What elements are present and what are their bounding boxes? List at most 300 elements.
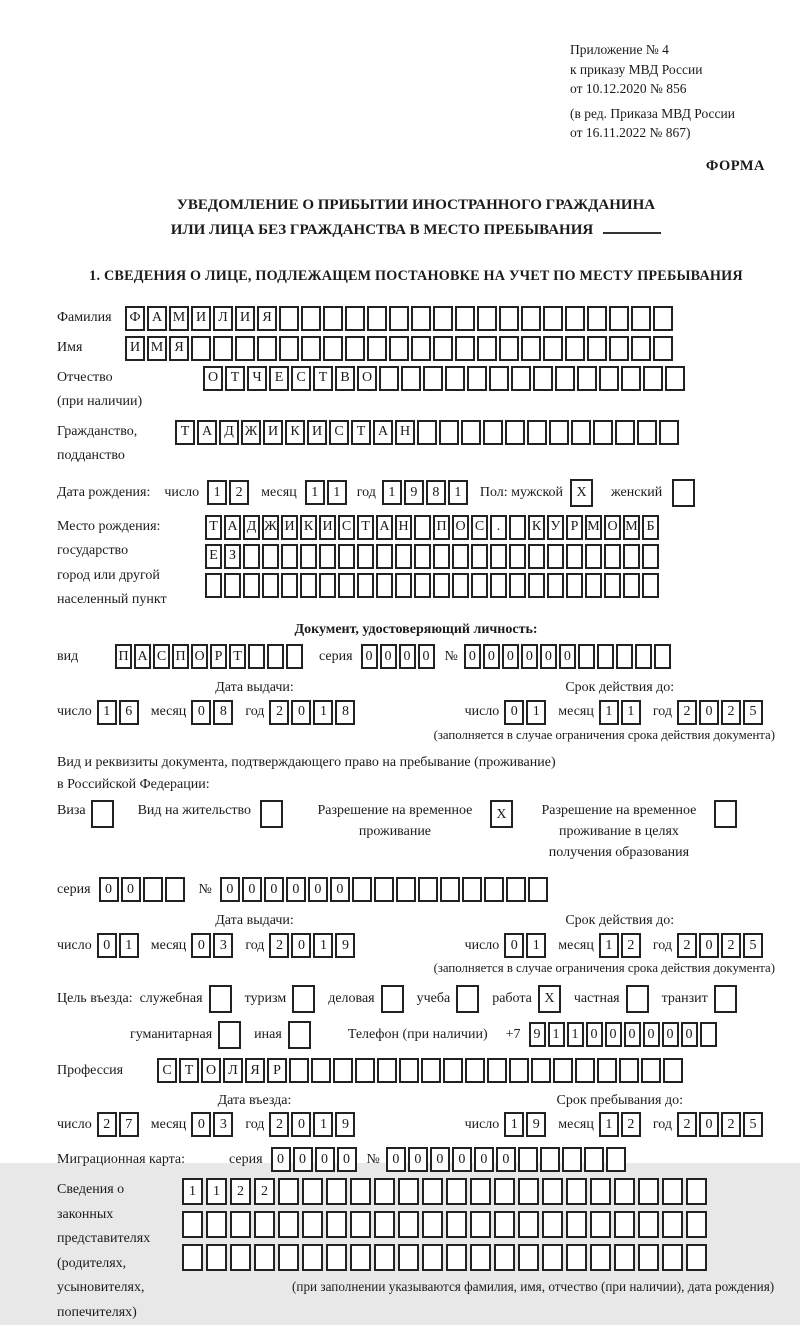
char-box[interactable] (604, 573, 621, 598)
char-box[interactable] (662, 1211, 683, 1238)
char-box[interactable]: Б (642, 515, 659, 540)
char-box[interactable]: 1 (313, 700, 333, 725)
char-box[interactable]: Я (245, 1058, 265, 1083)
char-box[interactable] (367, 306, 387, 331)
char-box[interactable]: Т (205, 515, 222, 540)
char-box[interactable] (357, 544, 374, 569)
char-box[interactable]: С (153, 644, 170, 669)
char-box[interactable] (654, 644, 671, 669)
char-box[interactable] (389, 336, 409, 361)
char-box[interactable] (638, 1178, 659, 1205)
char-box[interactable] (626, 985, 649, 1013)
char-box[interactable] (499, 336, 519, 361)
char-box[interactable]: 0 (624, 1022, 641, 1047)
char-box[interactable] (518, 1211, 539, 1238)
char-box[interactable]: 0 (291, 933, 311, 958)
char-box[interactable]: 0 (586, 1022, 603, 1047)
char-box[interactable] (505, 420, 525, 445)
char-box[interactable] (489, 366, 509, 391)
char-box[interactable] (641, 1058, 661, 1083)
char-box[interactable]: 0 (191, 1112, 211, 1137)
char-box[interactable] (509, 515, 526, 540)
char-box[interactable] (631, 306, 651, 331)
char-box[interactable]: 0 (330, 877, 350, 902)
char-box[interactable] (714, 985, 737, 1013)
char-box[interactable] (659, 420, 679, 445)
char-box[interactable] (262, 544, 279, 569)
char-box[interactable] (566, 573, 583, 598)
char-box[interactable] (571, 420, 591, 445)
char-box[interactable]: 0 (291, 1112, 311, 1137)
char-box[interactable]: Л (213, 306, 233, 331)
char-box[interactable]: 3 (213, 933, 233, 958)
char-box[interactable] (254, 1244, 275, 1271)
char-box[interactable] (477, 306, 497, 331)
char-box[interactable] (379, 366, 399, 391)
char-box[interactable]: М (585, 515, 602, 540)
char-box[interactable] (401, 366, 421, 391)
char-box[interactable]: 0 (699, 1112, 719, 1137)
char-box[interactable] (374, 1178, 395, 1205)
char-box[interactable]: 0 (408, 1147, 428, 1172)
char-box[interactable] (417, 420, 437, 445)
char-box[interactable]: 2 (97, 1112, 117, 1137)
char-box[interactable] (584, 1147, 604, 1172)
char-box[interactable]: 1 (313, 933, 333, 958)
char-box[interactable]: Т (229, 644, 246, 669)
char-box[interactable]: М (623, 515, 640, 540)
char-box[interactable]: 0 (464, 644, 481, 669)
char-box[interactable]: 1 (182, 1178, 203, 1205)
char-box[interactable] (609, 306, 629, 331)
char-box[interactable]: 5 (743, 1112, 763, 1137)
char-box[interactable]: 2 (229, 480, 249, 505)
char-box[interactable] (533, 366, 553, 391)
char-box[interactable] (518, 1244, 539, 1271)
char-box[interactable] (494, 1178, 515, 1205)
char-box[interactable] (518, 1147, 538, 1172)
char-box[interactable]: 0 (293, 1147, 313, 1172)
char-box[interactable] (638, 1244, 659, 1271)
char-box[interactable] (338, 573, 355, 598)
char-box[interactable]: 0 (605, 1022, 622, 1047)
char-box[interactable]: И (125, 336, 145, 361)
char-box[interactable]: 2 (621, 933, 641, 958)
char-box[interactable]: М (147, 336, 167, 361)
char-box[interactable] (470, 1178, 491, 1205)
char-box[interactable]: 0 (308, 877, 328, 902)
char-box[interactable] (604, 544, 621, 569)
char-box[interactable]: Т (351, 420, 371, 445)
char-box[interactable] (542, 1211, 563, 1238)
char-box[interactable] (593, 420, 613, 445)
char-box[interactable]: Е (269, 366, 289, 391)
char-box[interactable]: 0 (540, 644, 557, 669)
char-box[interactable]: У (547, 515, 564, 540)
char-box[interactable] (433, 336, 453, 361)
char-box[interactable]: 0 (643, 1022, 660, 1047)
char-box[interactable] (205, 573, 222, 598)
char-box[interactable]: X (490, 800, 513, 828)
char-box[interactable]: Р (267, 1058, 287, 1083)
char-box[interactable]: 2 (269, 933, 289, 958)
char-box[interactable] (484, 877, 504, 902)
char-box[interactable]: 8 (426, 480, 446, 505)
char-box[interactable] (182, 1211, 203, 1238)
char-box[interactable] (165, 877, 185, 902)
char-box[interactable] (549, 420, 569, 445)
char-box[interactable]: О (357, 366, 377, 391)
char-box[interactable]: 1 (207, 480, 227, 505)
char-box[interactable]: 1 (526, 700, 546, 725)
char-box[interactable]: 2 (269, 1112, 289, 1137)
char-box[interactable] (206, 1244, 227, 1271)
char-box[interactable] (254, 1211, 275, 1238)
char-box[interactable] (230, 1211, 251, 1238)
char-box[interactable] (490, 544, 507, 569)
char-box[interactable] (300, 544, 317, 569)
char-box[interactable] (471, 544, 488, 569)
char-box[interactable] (623, 544, 640, 569)
char-box[interactable]: 1 (621, 700, 641, 725)
char-box[interactable]: Д (219, 420, 239, 445)
char-box[interactable]: 9 (335, 933, 355, 958)
char-box[interactable] (439, 420, 459, 445)
char-box[interactable]: 0 (337, 1147, 357, 1172)
char-box[interactable]: 8 (213, 700, 233, 725)
char-box[interactable] (422, 1178, 443, 1205)
char-box[interactable] (345, 336, 365, 361)
char-box[interactable] (267, 644, 284, 669)
char-box[interactable]: 5 (743, 700, 763, 725)
char-box[interactable] (540, 1147, 560, 1172)
char-box[interactable]: 0 (699, 933, 719, 958)
char-box[interactable] (599, 366, 619, 391)
char-box[interactable] (528, 544, 545, 569)
char-box[interactable]: И (191, 306, 211, 331)
char-box[interactable] (686, 1211, 707, 1238)
char-box[interactable] (389, 306, 409, 331)
char-box[interactable] (585, 544, 602, 569)
char-box[interactable]: П (172, 644, 189, 669)
char-box[interactable]: К (300, 515, 317, 540)
char-box[interactable] (278, 1178, 299, 1205)
char-box[interactable] (686, 1178, 707, 1205)
char-box[interactable] (542, 1178, 563, 1205)
char-box[interactable] (243, 573, 260, 598)
char-box[interactable] (381, 985, 404, 1013)
char-box[interactable] (376, 544, 393, 569)
char-box[interactable]: 0 (559, 644, 576, 669)
char-box[interactable] (637, 420, 657, 445)
char-box[interactable] (465, 1058, 485, 1083)
char-box[interactable] (395, 573, 412, 598)
char-box[interactable] (395, 544, 412, 569)
char-box[interactable]: Н (395, 515, 412, 540)
char-box[interactable] (578, 644, 595, 669)
char-box[interactable] (462, 877, 482, 902)
char-box[interactable]: 0 (291, 700, 311, 725)
char-box[interactable] (506, 877, 526, 902)
char-box[interactable] (377, 1058, 397, 1083)
char-box[interactable] (143, 877, 163, 902)
char-box[interactable]: В (335, 366, 355, 391)
char-box[interactable]: 1 (327, 480, 347, 505)
char-box[interactable] (367, 336, 387, 361)
char-box[interactable] (566, 1178, 587, 1205)
char-box[interactable]: 2 (677, 700, 697, 725)
char-box[interactable] (452, 544, 469, 569)
char-box[interactable] (455, 306, 475, 331)
char-box[interactable] (642, 544, 659, 569)
char-box[interactable] (494, 1244, 515, 1271)
char-box[interactable]: 0 (242, 877, 262, 902)
char-box[interactable]: А (197, 420, 217, 445)
char-box[interactable]: Ф (125, 306, 145, 331)
char-box[interactable] (547, 573, 564, 598)
char-box[interactable] (319, 544, 336, 569)
char-box[interactable] (566, 1211, 587, 1238)
char-box[interactable] (665, 366, 685, 391)
char-box[interactable] (357, 573, 374, 598)
char-box[interactable] (399, 1058, 419, 1083)
char-box[interactable] (279, 336, 299, 361)
char-box[interactable] (511, 366, 531, 391)
char-box[interactable]: Н (395, 420, 415, 445)
char-box[interactable]: А (147, 306, 167, 331)
char-box[interactable] (623, 573, 640, 598)
char-box[interactable]: 0 (502, 644, 519, 669)
char-box[interactable] (585, 573, 602, 598)
char-box[interactable] (619, 1058, 639, 1083)
char-box[interactable]: С (329, 420, 349, 445)
char-box[interactable] (477, 336, 497, 361)
char-box[interactable] (553, 1058, 573, 1083)
char-box[interactable] (414, 544, 431, 569)
char-box[interactable] (286, 644, 303, 669)
char-box[interactable]: 0 (496, 1147, 516, 1172)
char-box[interactable] (374, 1244, 395, 1271)
char-box[interactable]: К (285, 420, 305, 445)
char-box[interactable]: 2 (621, 1112, 641, 1137)
char-box[interactable] (509, 544, 526, 569)
char-box[interactable] (642, 573, 659, 598)
char-box[interactable] (635, 644, 652, 669)
char-box[interactable] (653, 306, 673, 331)
char-box[interactable] (302, 1244, 323, 1271)
char-box[interactable] (528, 573, 545, 598)
char-box[interactable]: 0 (504, 700, 524, 725)
char-box[interactable]: 0 (662, 1022, 679, 1047)
char-box[interactable]: С (157, 1058, 177, 1083)
char-box[interactable] (398, 1211, 419, 1238)
char-box[interactable]: 9 (526, 1112, 546, 1137)
char-box[interactable]: Я (257, 306, 277, 331)
char-box[interactable] (433, 306, 453, 331)
char-box[interactable] (311, 1058, 331, 1083)
char-box[interactable]: Я (169, 336, 189, 361)
char-box[interactable]: X (538, 985, 561, 1013)
char-box[interactable] (562, 1147, 582, 1172)
char-box[interactable]: 2 (677, 933, 697, 958)
char-box[interactable]: Т (175, 420, 195, 445)
char-box[interactable] (243, 544, 260, 569)
char-box[interactable] (590, 1178, 611, 1205)
char-box[interactable] (418, 877, 438, 902)
char-box[interactable]: X (570, 479, 593, 507)
char-box[interactable]: 2 (721, 1112, 741, 1137)
char-box[interactable] (281, 573, 298, 598)
char-box[interactable] (521, 336, 541, 361)
char-box[interactable]: 2 (269, 700, 289, 725)
char-box[interactable]: 0 (430, 1147, 450, 1172)
char-box[interactable]: Д (243, 515, 260, 540)
char-box[interactable] (301, 306, 321, 331)
char-box[interactable]: 0 (264, 877, 284, 902)
char-box[interactable] (302, 1178, 323, 1205)
char-box[interactable] (547, 544, 564, 569)
char-box[interactable]: 0 (418, 644, 435, 669)
char-box[interactable] (213, 336, 233, 361)
char-box[interactable]: . (490, 515, 507, 540)
char-box[interactable] (631, 336, 651, 361)
char-box[interactable]: 1 (567, 1022, 584, 1047)
char-box[interactable] (565, 336, 585, 361)
char-box[interactable]: О (201, 1058, 221, 1083)
char-box[interactable] (260, 800, 283, 828)
char-box[interactable] (531, 1058, 551, 1083)
char-box[interactable] (230, 1244, 251, 1271)
char-box[interactable] (374, 1211, 395, 1238)
char-box[interactable]: А (376, 515, 393, 540)
char-box[interactable] (374, 877, 394, 902)
char-box[interactable]: А (134, 644, 151, 669)
char-box[interactable]: О (203, 366, 223, 391)
char-box[interactable] (350, 1244, 371, 1271)
char-box[interactable] (235, 336, 255, 361)
char-box[interactable] (714, 800, 737, 828)
char-box[interactable] (421, 1058, 441, 1083)
char-box[interactable] (587, 336, 607, 361)
char-box[interactable] (350, 1211, 371, 1238)
char-box[interactable]: 7 (119, 1112, 139, 1137)
char-box[interactable] (224, 573, 241, 598)
char-box[interactable]: 1 (313, 1112, 333, 1137)
char-box[interactable]: З (224, 544, 241, 569)
char-box[interactable]: 0 (386, 1147, 406, 1172)
char-box[interactable] (662, 1178, 683, 1205)
char-box[interactable] (191, 336, 211, 361)
char-box[interactable]: 1 (548, 1022, 565, 1047)
char-box[interactable]: 3 (213, 1112, 233, 1137)
char-box[interactable]: О (604, 515, 621, 540)
char-box[interactable] (292, 985, 315, 1013)
char-box[interactable]: 2 (721, 933, 741, 958)
char-box[interactable] (209, 985, 232, 1013)
char-box[interactable] (609, 336, 629, 361)
char-box[interactable]: И (235, 306, 255, 331)
char-box[interactable] (615, 420, 635, 445)
char-box[interactable]: 1 (382, 480, 402, 505)
char-box[interactable]: И (281, 515, 298, 540)
char-box[interactable]: Ж (262, 515, 279, 540)
char-box[interactable] (521, 306, 541, 331)
char-box[interactable] (542, 1244, 563, 1271)
char-box[interactable]: 0 (271, 1147, 291, 1172)
char-box[interactable] (352, 877, 372, 902)
char-box[interactable]: 0 (361, 644, 378, 669)
char-box[interactable] (91, 800, 114, 828)
char-box[interactable] (443, 1058, 463, 1083)
char-box[interactable] (587, 306, 607, 331)
char-box[interactable]: А (224, 515, 241, 540)
char-box[interactable] (614, 1244, 635, 1271)
char-box[interactable] (281, 544, 298, 569)
char-box[interactable] (433, 544, 450, 569)
char-box[interactable]: О (191, 644, 208, 669)
char-box[interactable] (662, 1244, 683, 1271)
char-box[interactable] (456, 985, 479, 1013)
char-box[interactable]: 0 (399, 644, 416, 669)
char-box[interactable] (577, 366, 597, 391)
char-box[interactable]: 2 (677, 1112, 697, 1137)
char-box[interactable] (672, 479, 695, 507)
char-box[interactable] (319, 573, 336, 598)
char-box[interactable]: 0 (380, 644, 397, 669)
char-box[interactable] (422, 1211, 443, 1238)
char-box[interactable]: Т (313, 366, 333, 391)
char-box[interactable] (483, 420, 503, 445)
char-box[interactable] (616, 644, 633, 669)
char-box[interactable]: С (471, 515, 488, 540)
char-box[interactable] (555, 366, 575, 391)
char-box[interactable] (653, 336, 673, 361)
char-box[interactable] (471, 573, 488, 598)
char-box[interactable] (396, 877, 416, 902)
char-box[interactable]: 9 (404, 480, 424, 505)
char-box[interactable] (326, 1178, 347, 1205)
char-box[interactable] (575, 1058, 595, 1083)
char-box[interactable] (326, 1211, 347, 1238)
char-box[interactable] (597, 644, 614, 669)
char-box[interactable]: П (115, 644, 132, 669)
char-box[interactable]: 0 (483, 644, 500, 669)
char-box[interactable] (446, 1211, 467, 1238)
char-box[interactable]: Р (566, 515, 583, 540)
char-box[interactable]: 8 (335, 700, 355, 725)
char-box[interactable] (218, 1021, 241, 1049)
char-box[interactable] (487, 1058, 507, 1083)
char-box[interactable] (597, 1058, 617, 1083)
char-box[interactable]: 1 (206, 1178, 227, 1205)
char-box[interactable] (279, 306, 299, 331)
char-box[interactable]: С (338, 515, 355, 540)
char-box[interactable]: 1 (97, 700, 117, 725)
char-box[interactable] (663, 1058, 683, 1083)
char-box[interactable] (278, 1211, 299, 1238)
char-box[interactable] (301, 336, 321, 361)
char-box[interactable]: Е (205, 544, 222, 569)
char-box[interactable] (446, 1178, 467, 1205)
char-box[interactable] (606, 1147, 626, 1172)
char-box[interactable]: 6 (119, 700, 139, 725)
char-box[interactable] (398, 1178, 419, 1205)
char-box[interactable]: 1 (119, 933, 139, 958)
char-box[interactable] (398, 1244, 419, 1271)
char-box[interactable]: 0 (521, 644, 538, 669)
char-box[interactable]: 0 (99, 877, 119, 902)
char-box[interactable]: И (319, 515, 336, 540)
